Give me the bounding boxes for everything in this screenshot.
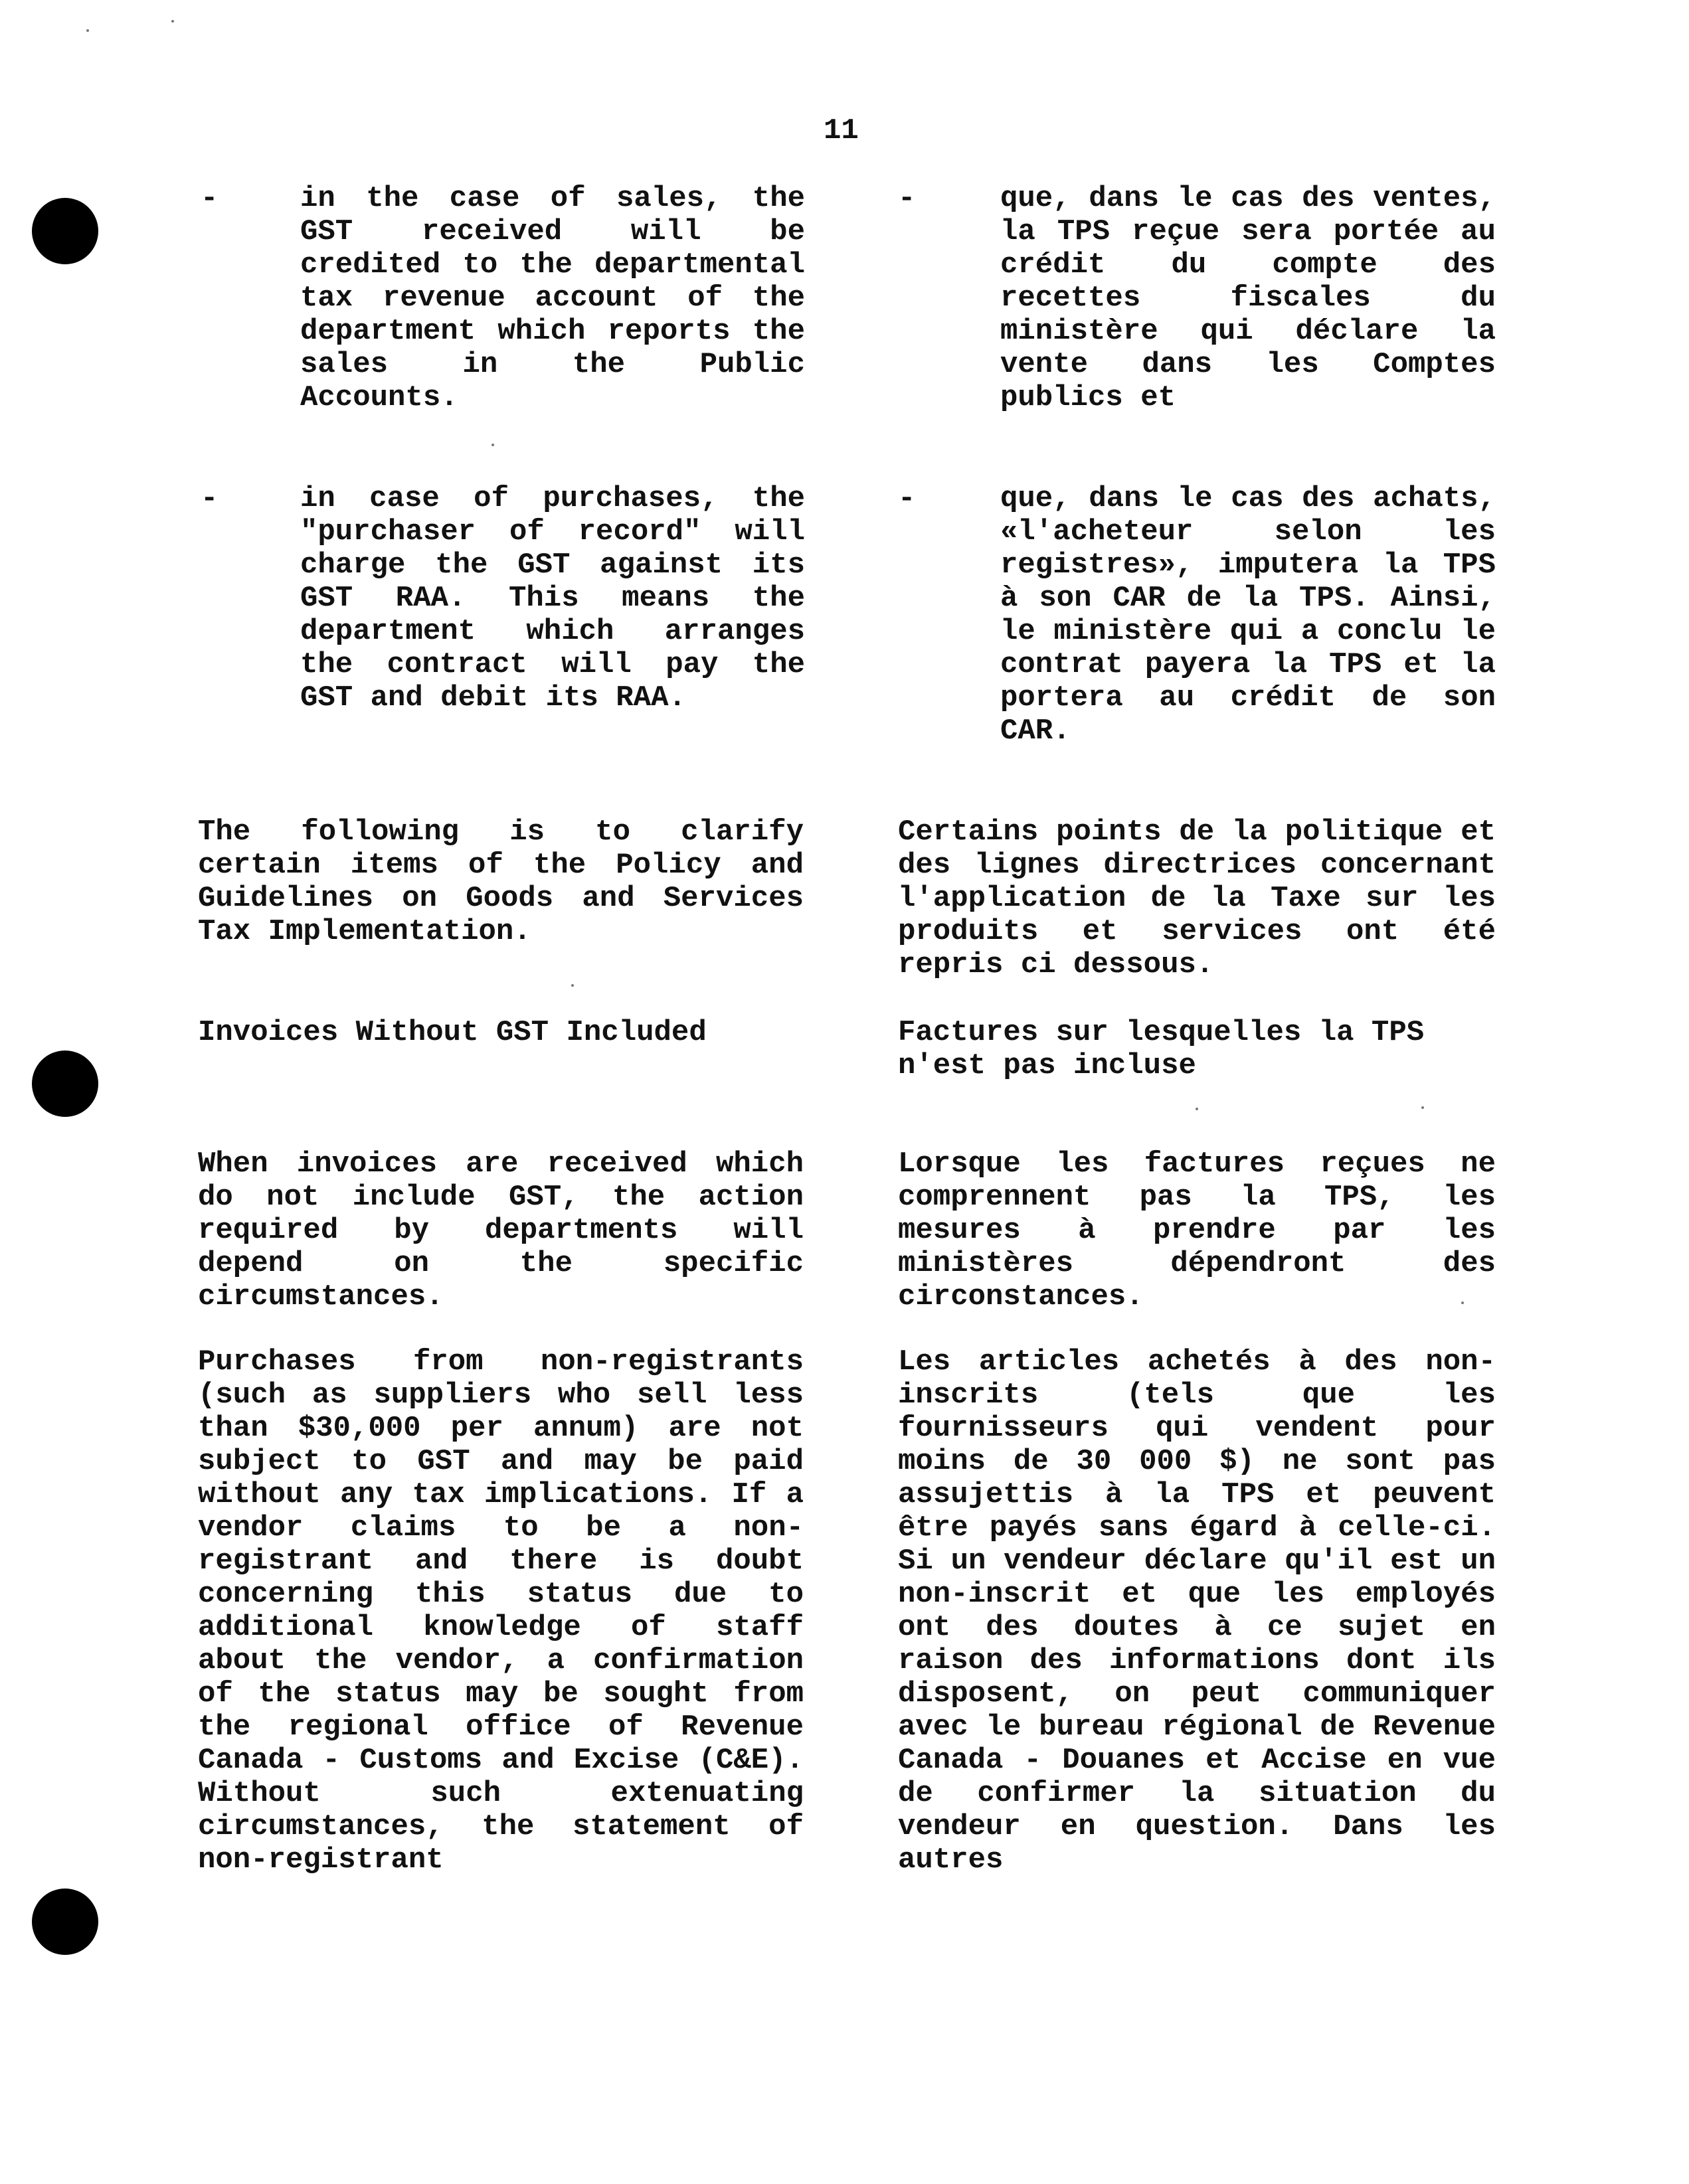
section-heading-en: Invoices Without GST Included	[198, 1016, 707, 1049]
intro-en: The following is to clarify certain items of the Policy and Guidelines on Goods and Services Tax Implementation.	[198, 815, 804, 948]
bullet-text-en-1: in the case of sales, the GST received will be credited to the departmental tax revenue account of the department which reports the sales in the Public Accounts.	[300, 182, 805, 414]
scan-speck	[571, 984, 574, 987]
bullet-text-en-2: in case of purchases, the "purchaser of record" will charge the GST against its GST RAA. This means the department which arranges the contract will pay the GST and debit its RAA.	[300, 482, 805, 714]
punch-hole-middle	[32, 1050, 98, 1117]
paragraph-1-fr: Lorsque les factures reçues ne comprennent pas la TPS, les mesures à prendre par les ministères dépendront des circonstances.	[898, 1147, 1496, 1313]
paragraph-2-en: Purchases from non-registrants (such as suppliers who sell less than $30,000 per annum) are not subject to GST and may be paid without any tax implications. If a vendor claims to be a non-registrant and there is doubt concerning this status due to additional knowledge of staff about the vendor, a confirmation of the status may be sought from the regional office of Revenue Canada - Customs and Excise (C&E). Without such extenuating circumstances, the statement of non-registrant	[198, 1345, 804, 1877]
bullet-marker-en-1: -	[201, 182, 219, 215]
scan-speck	[86, 29, 89, 32]
punch-hole-bottom	[32, 1889, 98, 1955]
scan-speck	[1461, 1302, 1464, 1304]
paragraph-2-fr: Les articles achetés à des non-inscrits (tels que les fournisseurs qui vendent pour moins de 30 000 $) ne sont pas assujettis à la TPS et peuvent être payés sans égard à celle-ci. Si un vendeur déclare qu'il est un non-inscrit et que les employés ont des doutes à ce sujet en raison des informations dont ils disposent, on peut communiquer avec le bureau régional de Revenue Canada - Douanes et Accise en vue de confirmer la situation du vendeur en question. Dans les autres	[898, 1345, 1496, 1877]
bullet-marker-fr-1: -	[898, 182, 916, 215]
section-heading-fr: Factures sur lesquelles la TPS n'est pas incluse	[898, 1016, 1425, 1082]
bullet-text-fr-1: que, dans le cas des ventes, la TPS reçue sera portée au crédit du compte des recettes fiscales du ministère qui déclare la vente dans les Comptes publics et	[1000, 182, 1496, 414]
scan-speck	[171, 20, 174, 23]
bullet-marker-en-2: -	[201, 482, 219, 515]
scan-speck	[1421, 1106, 1424, 1109]
punch-hole-top	[32, 198, 98, 264]
paragraph-1-en: When invoices are received which do not include GST, the action required by departments will depend on the specific circumstances.	[198, 1147, 804, 1313]
bullet-marker-fr-2: -	[898, 482, 916, 515]
scan-speck	[1196, 1108, 1198, 1110]
bullet-text-fr-2: que, dans le cas des achats, «l'acheteur selon les registres», imputera la TPS à son CAR de la TPS. Ainsi, le ministère qui a conclu le contrat payera la TPS et la portera au crédit de son CAR.	[1000, 482, 1496, 748]
page-number: 11	[824, 114, 859, 147]
intro-fr: Certains points de la politique et des lignes directrices concernant l'application de la Taxe sur les produits et services ont été repris ci dessous.	[898, 815, 1496, 981]
scan-speck	[491, 444, 494, 446]
